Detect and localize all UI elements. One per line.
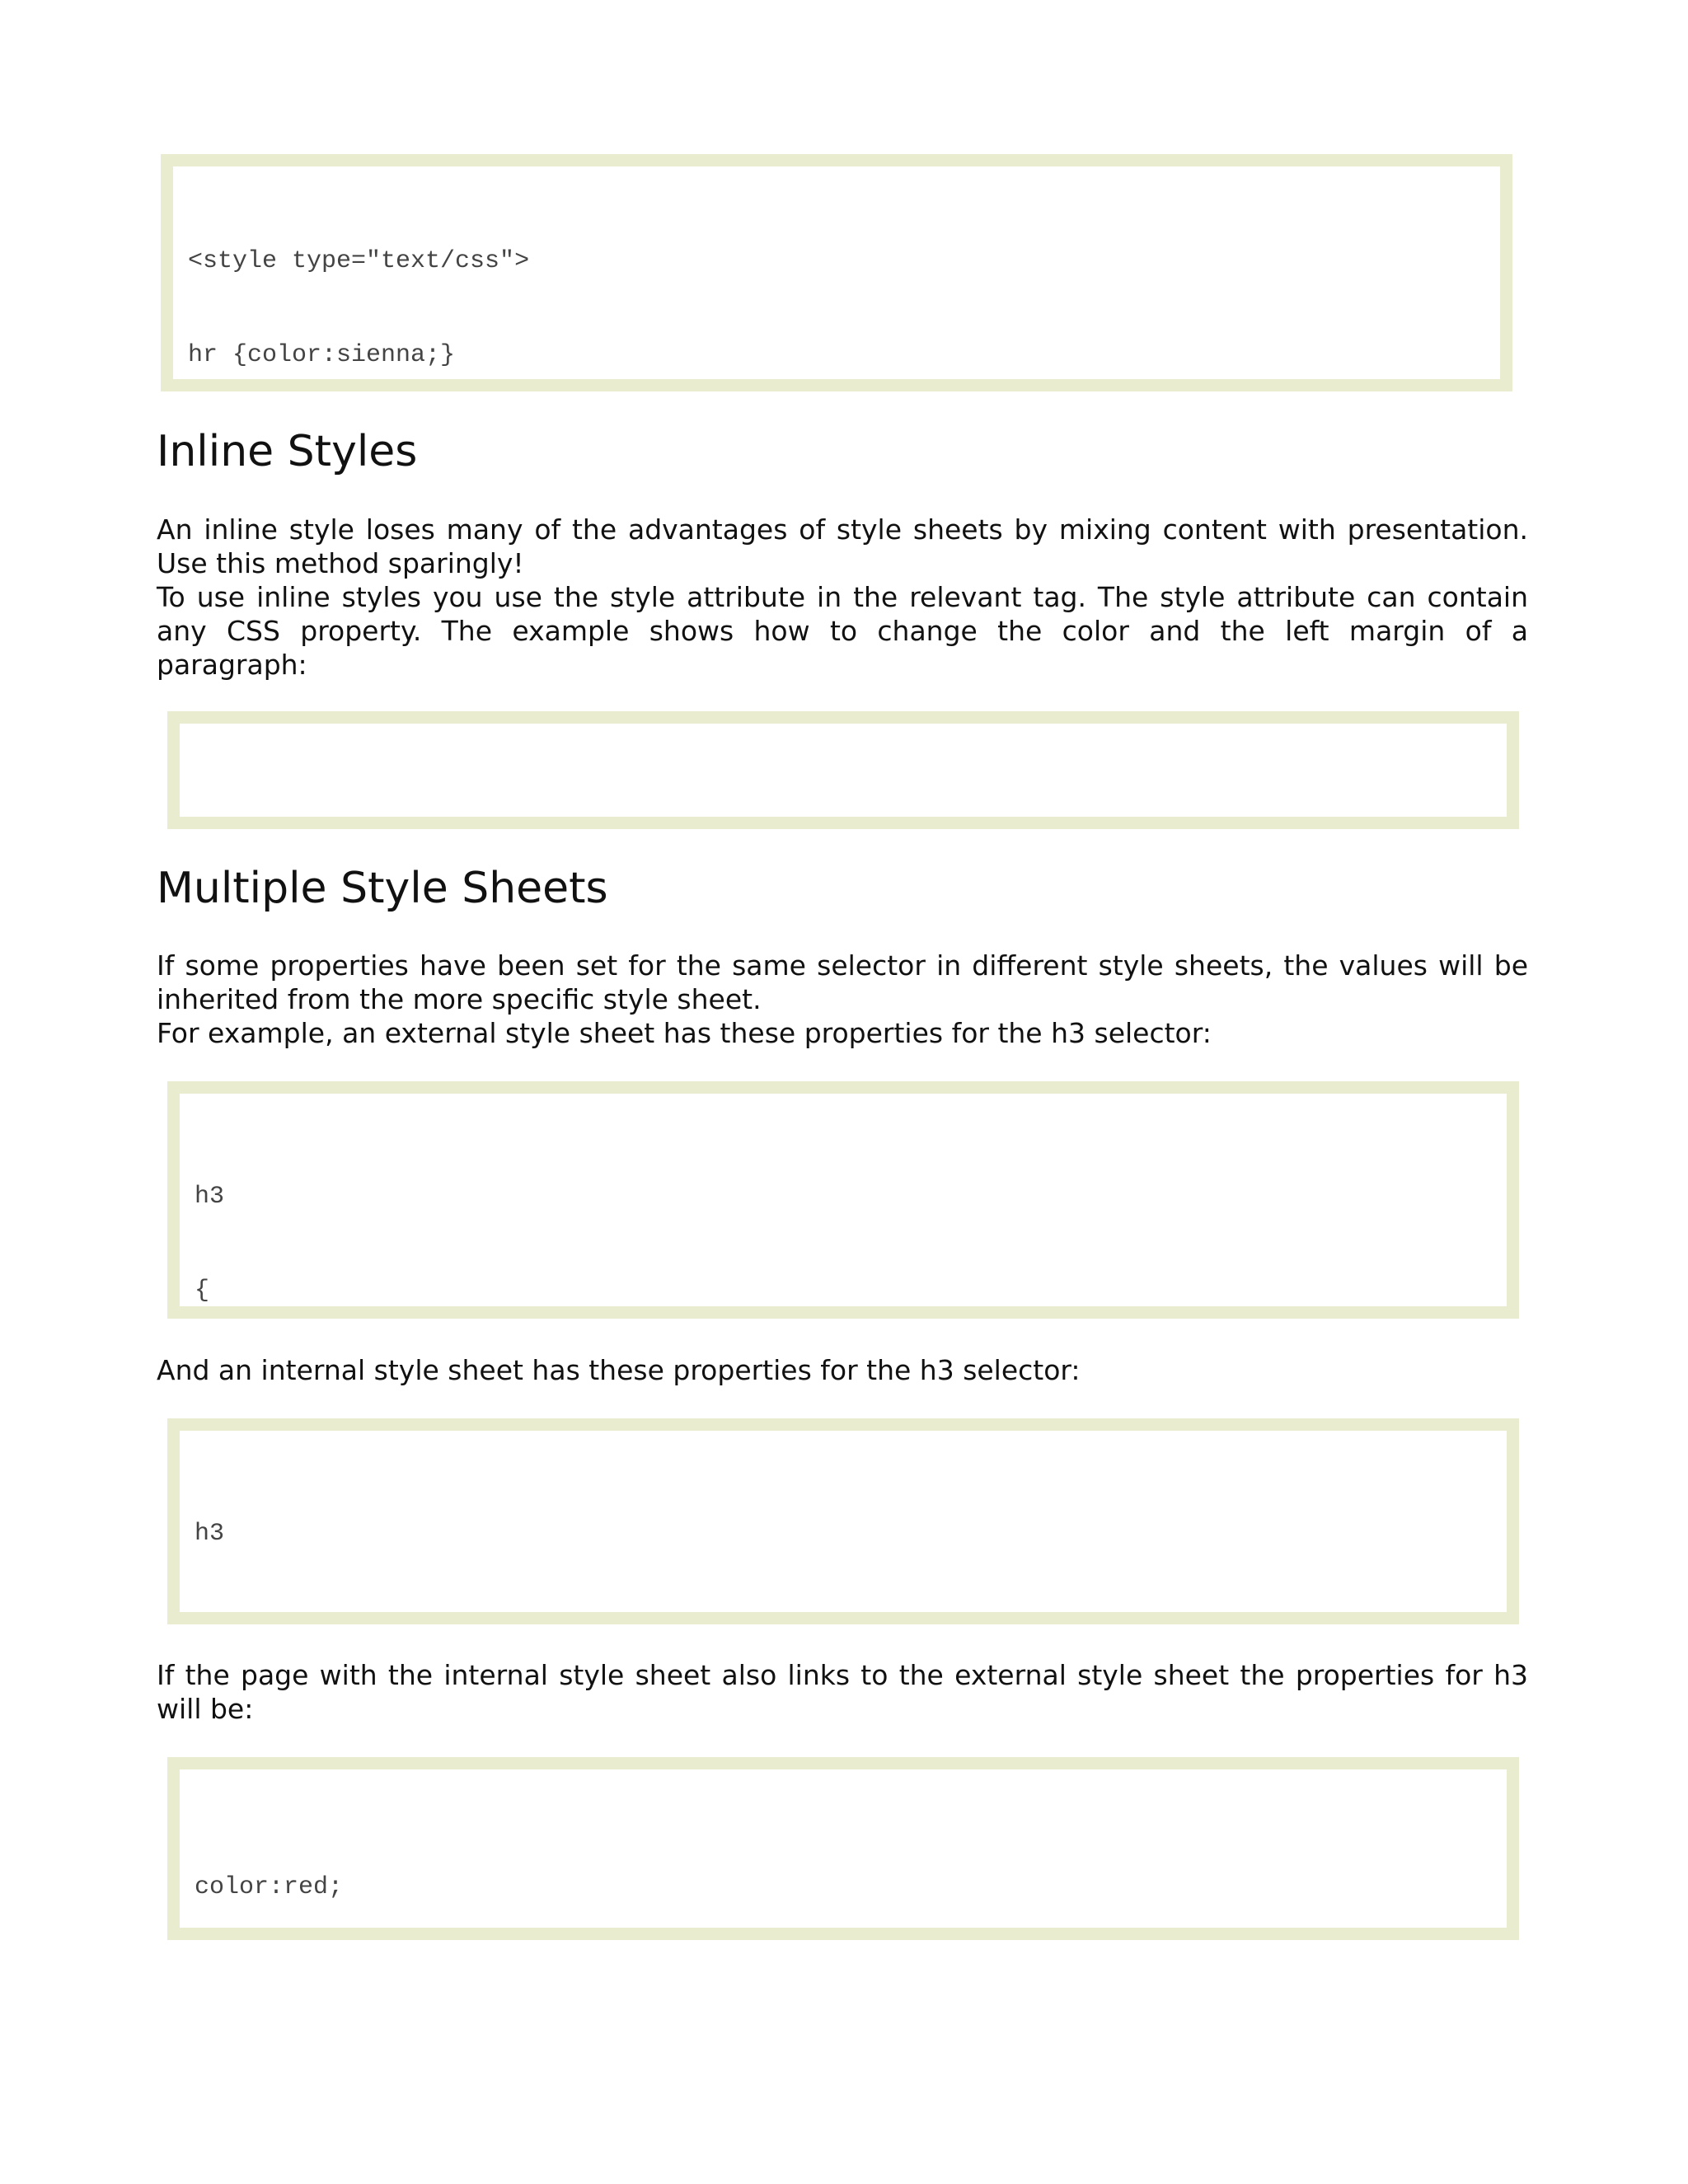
paragraph-line: If the page with the internal style sheet also links to the external style sheet the properties for h3	[157, 1659, 1528, 1691]
paragraph-line: any CSS property. The example shows how to change the color and the left margin of a	[157, 615, 1528, 647]
paragraph-result-intro	[157, 1658, 1528, 1726]
code-line	[195, 1612, 1492, 1624]
paragraph-line: If some properties have been set for the same selector in different style sheets, the values will be	[157, 949, 1528, 982]
code-line: <style type="text/css">	[188, 247, 530, 275]
code-line: hr {color:sienna;}	[188, 341, 456, 369]
code-line: {	[195, 1277, 210, 1305]
paragraph-line: inherited from the more specific style sheet.	[157, 983, 762, 1015]
paragraph-line: An inline style loses many of the advantages of style sheets by mixing content with presentation.	[157, 513, 1528, 546]
paragraph-internal-intro	[157, 1353, 1528, 1387]
paragraph-line: For example, an external style sheet has these properties for the h3 selector:	[157, 1017, 1212, 1049]
heading-multiple-style-sheets: Multiple Style Sheets	[157, 864, 608, 913]
code-line: h3	[195, 1183, 225, 1211]
paragraph-line: To use inline styles you use the style attribute in the relevant tag. The style attribute can contain	[157, 581, 1528, 613]
code-line: color:red;	[195, 1873, 344, 1901]
code-line	[195, 819, 1492, 829]
paragraph-inline-styles	[157, 513, 1528, 682]
paragraph-line: Use this method sparingly!	[157, 547, 524, 579]
paragraph-multiple-intro	[157, 949, 1528, 1050]
code-block-inline-example	[167, 711, 1519, 829]
code-block-external-h3	[167, 1081, 1519, 1319]
code-block-style-element	[161, 154, 1512, 391]
paragraph-line: And an internal style sheet has these properties for the h3 selector:	[157, 1354, 1081, 1386]
heading-inline-styles: Inline Styles	[157, 427, 418, 476]
code-block-internal-h3	[167, 1418, 1519, 1624]
code-block-resulting-h3	[167, 1757, 1519, 1940]
code-line: h3	[195, 1520, 225, 1548]
paragraph-line: will be:	[157, 1693, 254, 1725]
paragraph-line: paragraph:	[157, 649, 307, 681]
